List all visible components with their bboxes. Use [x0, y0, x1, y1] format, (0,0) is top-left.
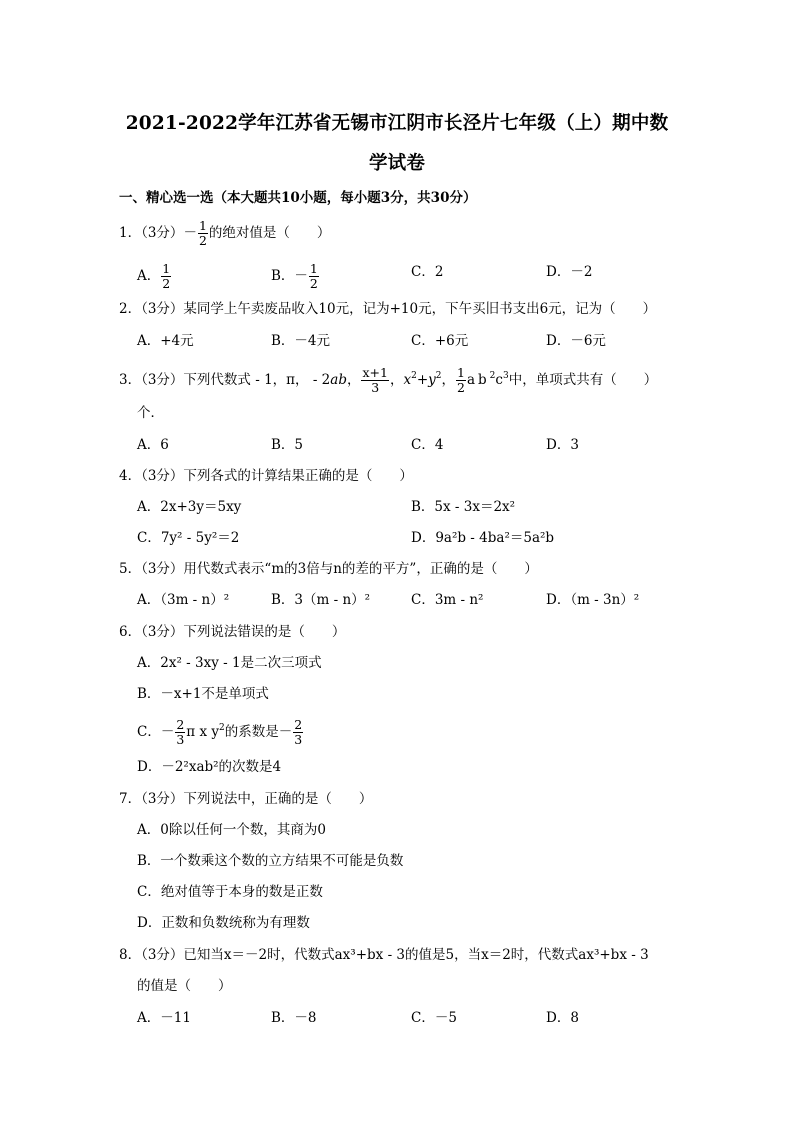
q4-option-a: A．2x+3y＝5xy — [137, 499, 242, 515]
q7-option-d: D．正数和负数统称为有理数 — [137, 915, 310, 931]
question-7: 7．（3分）下列说法中，正确的是（ ） — [119, 791, 373, 807]
q2-option-c: C．+6元 — [411, 333, 469, 349]
question-5: 5．（3分）用代数式表示“m的3倍与n的差的平方”，正确的是（ ） — [119, 561, 538, 577]
page-title-line1: 2021-2022学年江苏省无锡市江阴市长泾片七年级（上）期中数 — [125, 113, 669, 134]
q5-option-b: B．3（m - n）² — [271, 592, 371, 608]
q5-option-c: C．3m - n² — [411, 592, 484, 608]
q3-option-c: C．4 — [411, 437, 444, 453]
q3-option-d: D．3 — [546, 437, 579, 453]
question-3-continuation: 个． — [137, 405, 164, 421]
q2-option-b: B．－4元 — [271, 333, 331, 349]
q6-option-b: B．－x+1不是单项式 — [137, 686, 269, 702]
q7-option-c: C．绝对值等于本身的数是正数 — [137, 884, 323, 900]
question-1: 1．（3分）－ $\frac{1}{2}$ 的绝对值是（ ） — [119, 218, 331, 248]
q7-option-a: A．0除以任何一个数，其商为0 — [137, 822, 326, 838]
q5-option-d: D．（m - 3n）² — [546, 592, 640, 608]
q4-option-d: D．9a²b - 4ba²＝5a²b — [411, 530, 555, 546]
q4-option-b: B．5x - 3x＝2x² — [411, 499, 516, 515]
q7-option-b: B．一个数乘这个数的立方结果不可能是负数 — [137, 853, 404, 869]
question-3: 3．（3分）下列代数式 - 1，π， - 2ab， $\frac{x+1}{3}$ ，$x^2+y^2$， $\frac{1}{2}$ $ab^2c^3$中，单项式共有（ ） — [119, 365, 658, 395]
q1-option-b: B．－ $\frac{1}{2}$ — [271, 261, 318, 291]
q8-option-a: A．－11 — [137, 1010, 191, 1026]
q3-option-a: A．6 — [137, 437, 169, 453]
q3-option-b: B．5 — [271, 437, 304, 453]
question-4: 4．（3分）下列各式的计算结果正确的是（ ） — [119, 468, 413, 484]
q1-option-a: A． $\frac{1}{2}$ — [137, 261, 171, 291]
fraction: $\frac{1}{2}$ — [198, 218, 207, 248]
q6-option-a: A．2x² - 3xy - 1是二次三项式 — [137, 655, 322, 671]
q1-option-d: D．－2 — [546, 264, 593, 280]
question-2: 2．（3分）某同学上午卖废品收入10元，记为+10元，下午买旧书支出6元，记为（ ） — [119, 301, 657, 317]
question-8: 8．（3分）已知当x＝－2时，代数式ax³+bx - 3的值是5，当x＝2时，代数式ax³+bx - 3 — [119, 947, 649, 963]
q4-option-c: C．7y² - 5y²＝2 — [137, 530, 240, 546]
question-8-continuation: 的值是（ ） — [137, 978, 232, 994]
q8-option-d: D．8 — [546, 1010, 579, 1026]
page-title-line2: 学试卷 — [368, 153, 426, 174]
section-heading: 一、精心选一选（本大题共10小题，每小题3分，共30分） — [119, 190, 477, 206]
q6-option-c: C．－ $\frac{2}{3}$ π x $y^2$的系数是－ $\frac{2}{3}$ — [137, 717, 303, 747]
q5-option-a: A．（3m - n）² — [137, 592, 230, 608]
q1-option-c: C．2 — [411, 264, 444, 280]
q2-option-d: D．－6元 — [546, 333, 606, 349]
q8-option-c: C．－5 — [411, 1010, 457, 1026]
q2-option-a: A．+4元 — [137, 333, 194, 349]
q8-option-b: B．－8 — [271, 1010, 317, 1026]
question-6: 6．（3分）下列说法错误的是（ ） — [119, 624, 346, 640]
q6-option-d: D．－2²xab²的次数是4 — [137, 759, 282, 775]
